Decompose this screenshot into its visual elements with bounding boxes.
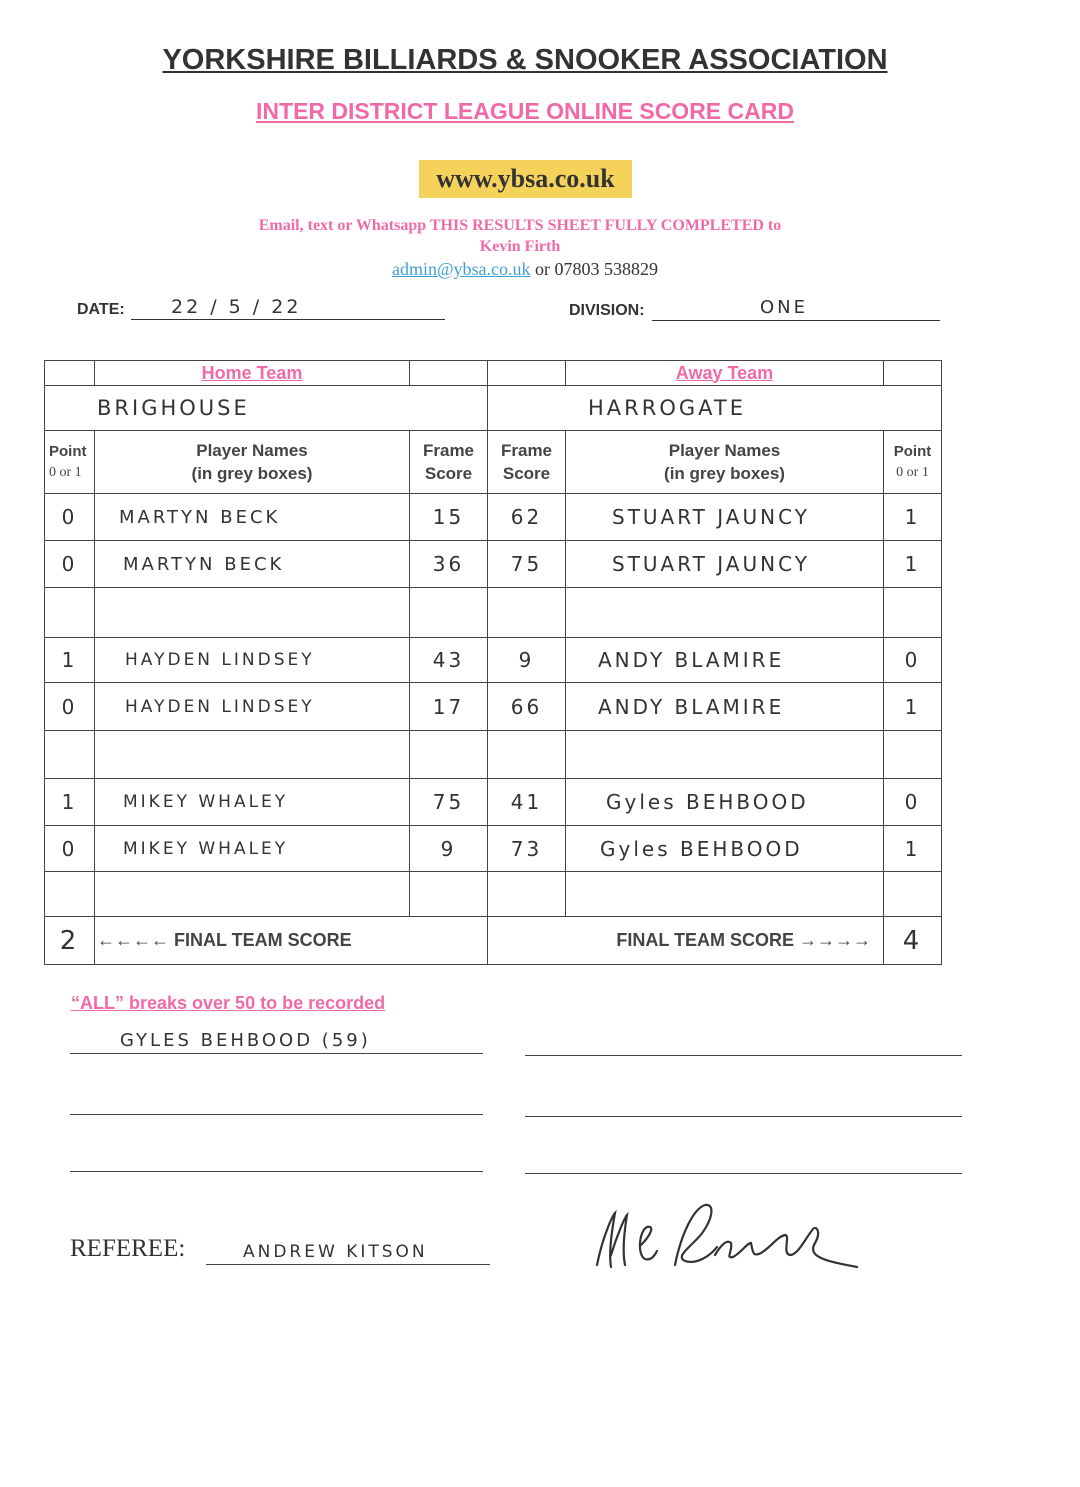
away-point (884, 872, 942, 917)
away-point: 1 (884, 683, 942, 731)
breaks-title: “ALL” breaks over 50 to be recorded (71, 993, 386, 1013)
frame-row-blank (45, 588, 942, 638)
team-label-row (45, 361, 942, 386)
home-point: 0 (45, 826, 95, 872)
home-player (95, 731, 410, 779)
home-frame-score: 9 (410, 826, 488, 872)
division-label: DIVISION: (569, 302, 645, 319)
blank-cell (45, 361, 95, 386)
home-final-label: ←←←← FINAL TEAM SCORE (95, 917, 488, 965)
away-point: 1 (884, 541, 942, 588)
home-player: HAYDEN LINDSEY (95, 683, 410, 731)
away-frame-score (488, 731, 566, 779)
home-point: 0 (45, 683, 95, 731)
away-frame-score (488, 872, 566, 917)
referee-name: ANDREW KITSON (243, 1242, 428, 1262)
away-player: Gyles BEHBOOD (566, 826, 884, 872)
away-frame-score: 75 (488, 541, 566, 588)
break-line (525, 1116, 962, 1117)
home-frame-score: 36 (410, 541, 488, 588)
away-frame-score (488, 588, 566, 638)
away-point: 0 (884, 638, 942, 683)
away-frame-score-header: Frame Score (488, 431, 566, 494)
score-table (44, 360, 942, 965)
final-score-row (45, 917, 942, 965)
away-player (566, 872, 884, 917)
away-player: STUART JAUNCY (566, 541, 884, 588)
home-point: 0 (45, 541, 95, 588)
away-player (566, 731, 884, 779)
away-player: ANDY BLAMIRE (566, 683, 884, 731)
home-player: HAYDEN LINDSEY (95, 638, 410, 683)
phone-number: or 07803 538829 (530, 259, 659, 279)
instructions-line-2: Kevin Firth (479, 238, 561, 255)
home-frame-score (410, 872, 488, 917)
home-player-header: Player Names (in grey boxes) (95, 431, 410, 494)
date-label: DATE: (77, 301, 125, 318)
division-value: ONE (760, 297, 809, 318)
frame-row (45, 779, 942, 826)
break-line (525, 1173, 962, 1174)
away-point (884, 588, 942, 638)
away-player (566, 588, 884, 638)
home-player (95, 588, 410, 638)
away-frame-score: 66 (488, 683, 566, 731)
association-title: YORKSHIRE BILLIARDS & SNOOKER ASSOCIATION (162, 44, 888, 76)
blank-cell (488, 361, 566, 386)
referee-label: REFEREE: (70, 1235, 186, 1262)
away-team-name: HARROGATE (488, 386, 942, 431)
home-frame-score: 15 (410, 494, 488, 541)
frame-row (45, 541, 942, 588)
home-final-score: 2 (45, 917, 95, 965)
home-point (45, 872, 95, 917)
blank-cell (410, 361, 488, 386)
scorecard-subtitle: INTER DISTRICT LEAGUE ONLINE SCORE CARD (256, 98, 794, 124)
home-point: 1 (45, 779, 95, 826)
home-frame-score-header: Frame Score (410, 431, 488, 494)
email-link[interactable]: admin@ybsa.co.uk (391, 259, 531, 279)
break-line (70, 1171, 483, 1172)
away-frame-score: 62 (488, 494, 566, 541)
break-entry: GYLES BEHBOOD (59) (120, 1030, 371, 1051)
website-link[interactable]: www.ybsa.co.uk (419, 160, 632, 198)
away-player: Gyles BEHBOOD (566, 779, 884, 826)
blank-cell (884, 361, 942, 386)
date-value: 22 / 5 / 22 (171, 296, 302, 318)
home-frame-score (410, 588, 488, 638)
column-header-row (45, 431, 942, 494)
home-frame-score (410, 731, 488, 779)
contact-line (0, 259, 1050, 280)
home-point: 1 (45, 638, 95, 683)
break-line (70, 1114, 483, 1115)
instructions-line-1: Email, text or Whatsapp THIS RESULTS SHEET FULLY COMPLETED to (258, 217, 782, 234)
team-name-row (45, 386, 942, 431)
frame-row (45, 826, 942, 872)
away-point: 1 (884, 494, 942, 541)
date-field (131, 296, 445, 320)
signature (585, 1195, 865, 1285)
home-player: MARTYN BECK (95, 494, 410, 541)
frame-row-blank (45, 731, 942, 779)
away-point: 0 (884, 779, 942, 826)
break-line (525, 1055, 962, 1056)
division-field (652, 297, 940, 321)
away-frame-score: 41 (488, 779, 566, 826)
home-player: MIKEY WHALEY (95, 826, 410, 872)
home-player: MIKEY WHALEY (95, 779, 410, 826)
away-player-header: Player Names (in grey boxes) (566, 431, 884, 494)
home-player: MARTYN BECK (95, 541, 410, 588)
home-frame-score: 43 (410, 638, 488, 683)
away-point: 1 (884, 826, 942, 872)
away-frame-score: 9 (488, 638, 566, 683)
home-point: 0 (45, 494, 95, 541)
away-player: STUART JAUNCY (566, 494, 884, 541)
home-team-label: Home Team (95, 361, 410, 386)
home-frame-score: 17 (410, 683, 488, 731)
away-player: ANDY BLAMIRE (566, 638, 884, 683)
away-team-label: Away Team (566, 361, 884, 386)
home-point (45, 731, 95, 779)
referee-line (206, 1264, 490, 1265)
away-point-header: Point 0 or 1 (884, 431, 942, 494)
frame-row-blank (45, 872, 942, 917)
away-frame-score: 73 (488, 826, 566, 872)
home-point-header: Point 0 or 1 (45, 431, 95, 494)
away-final-score: 4 (884, 917, 942, 965)
home-point (45, 588, 95, 638)
away-final-label: FINAL TEAM SCORE →→→→ (488, 917, 884, 965)
frame-row (45, 683, 942, 731)
break-line (70, 1053, 483, 1054)
home-frame-score: 75 (410, 779, 488, 826)
away-point (884, 731, 942, 779)
frame-row (45, 638, 942, 683)
frame-row (45, 494, 942, 541)
home-team-name: BRIGHOUSE (45, 386, 488, 431)
home-player (95, 872, 410, 917)
